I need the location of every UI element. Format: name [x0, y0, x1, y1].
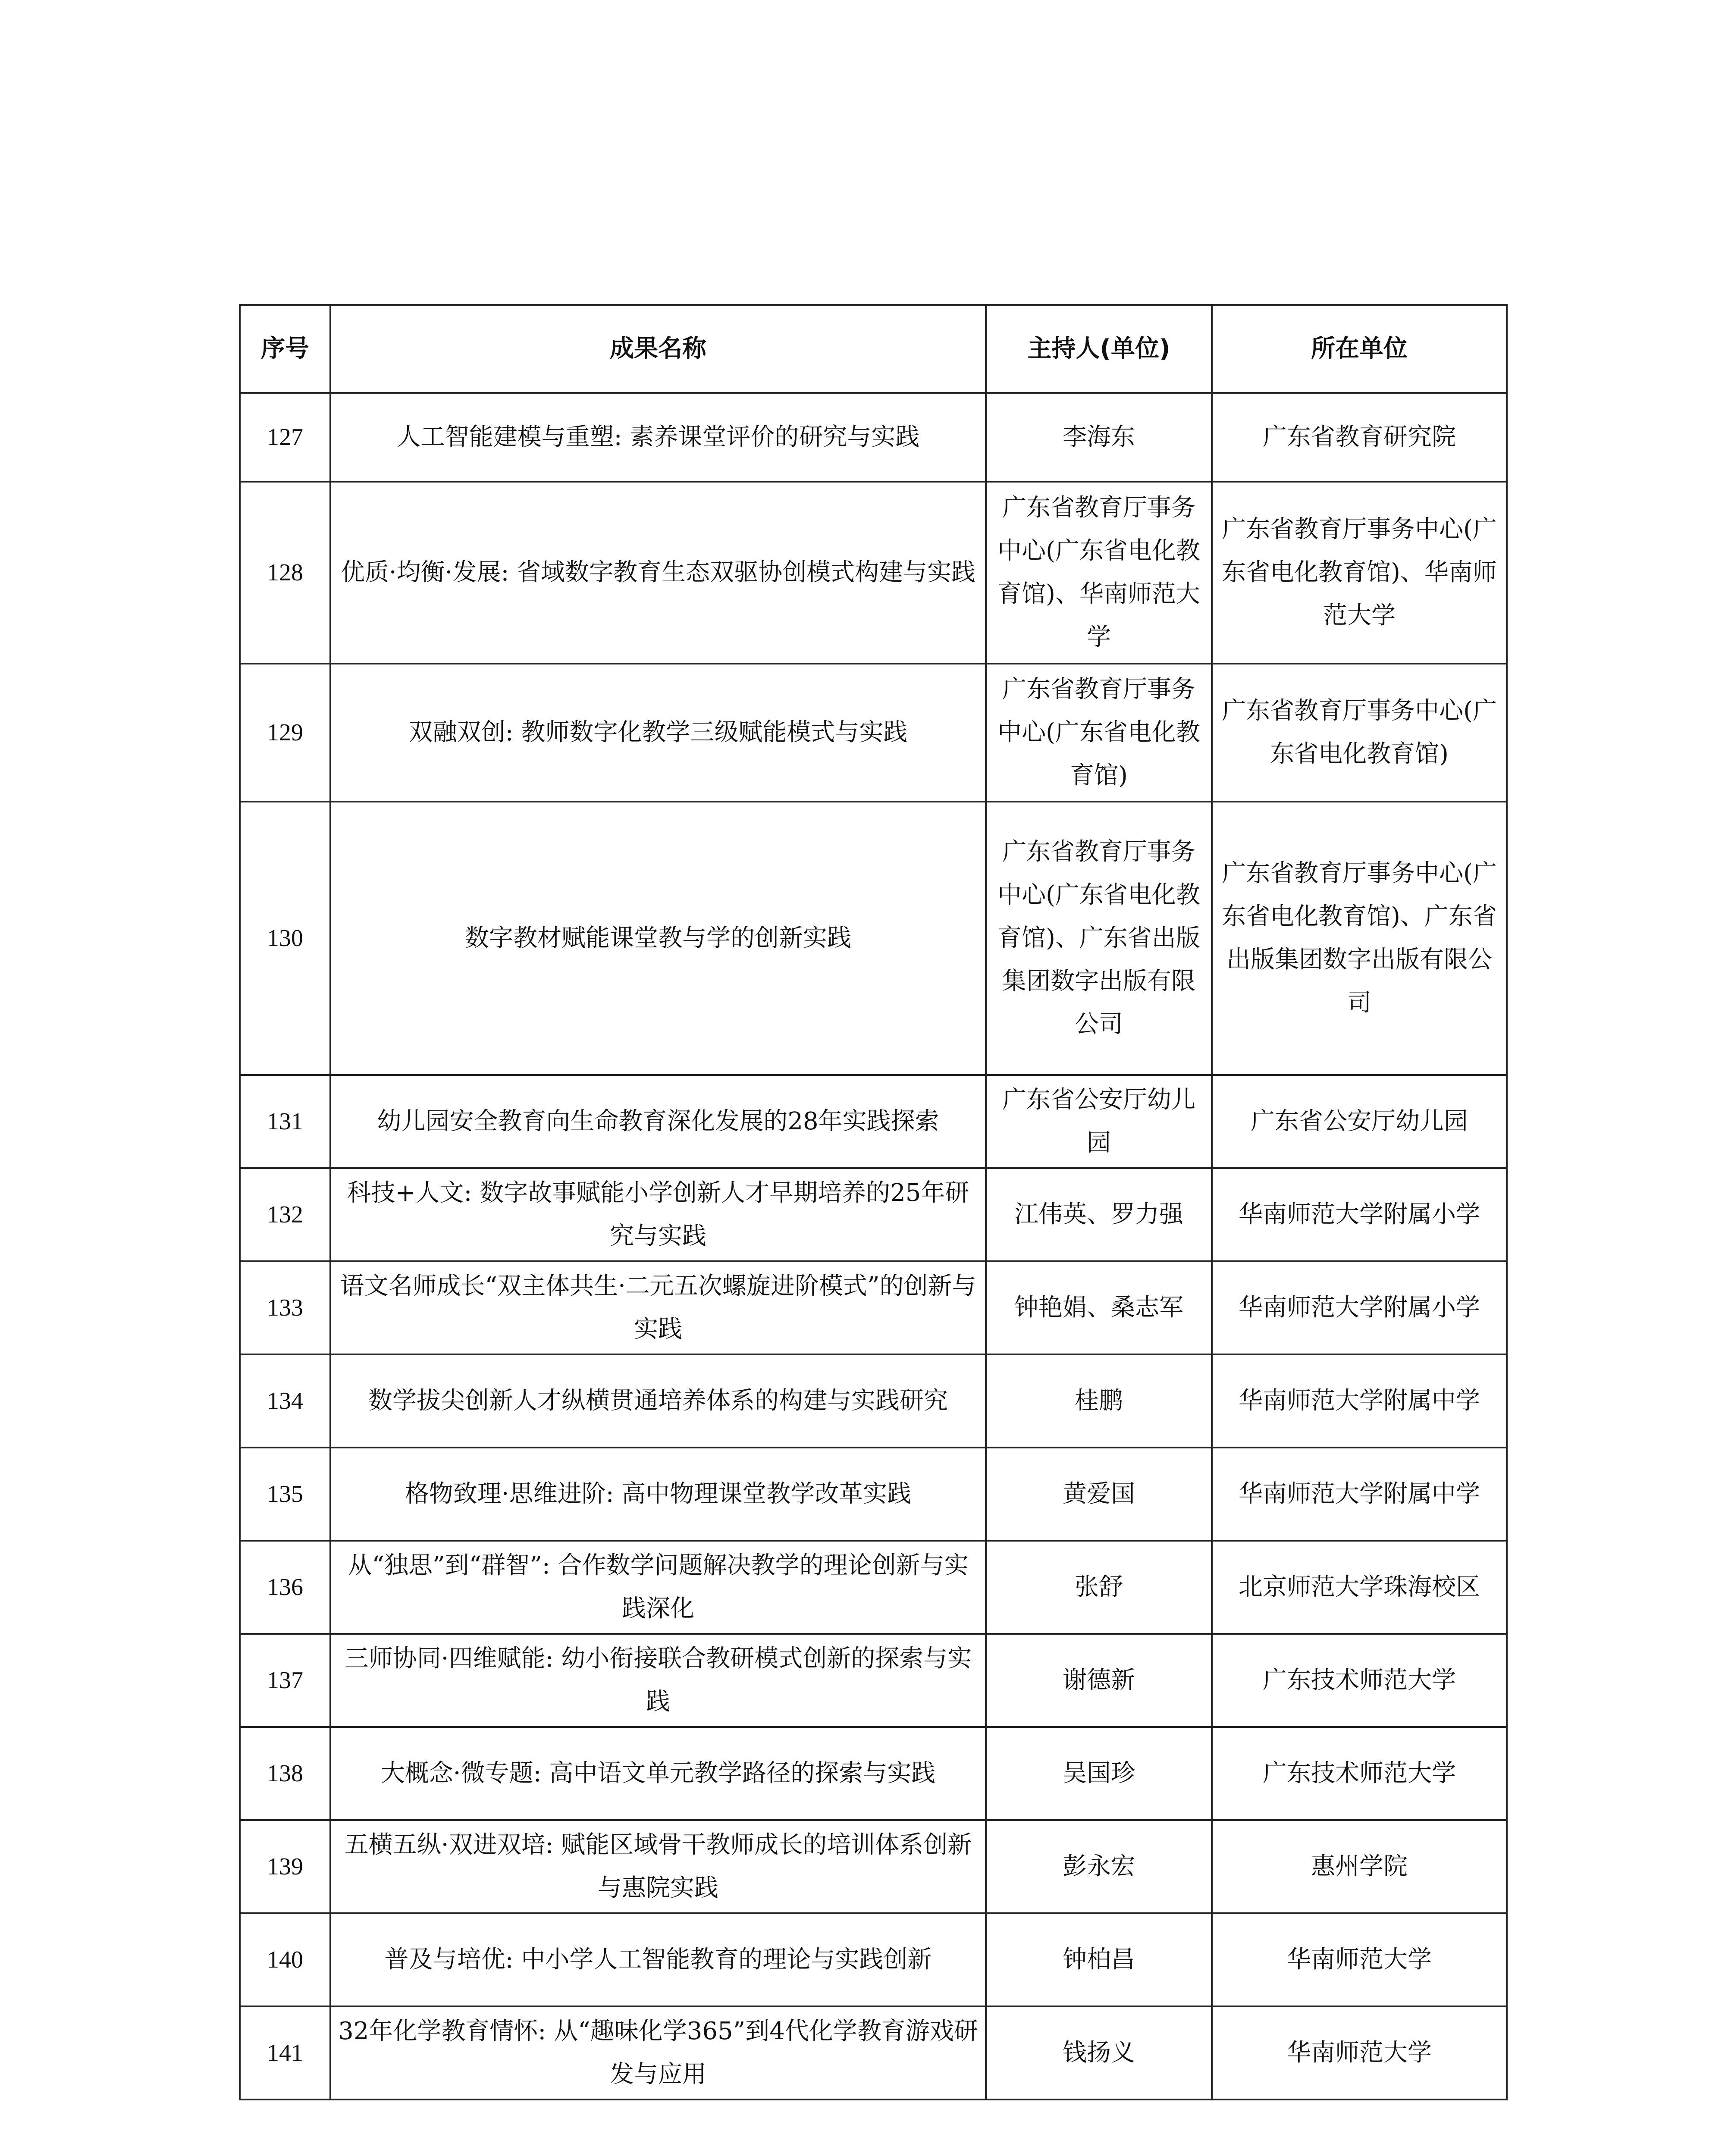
- table-row: [240, 1261, 1507, 1354]
- cell-title: 科技+人文: 数字故事赋能小学创新人才早期培养的25年研究与实践: [330, 1168, 986, 1261]
- cell-unit: 广东省公安厅幼儿园: [1212, 1075, 1507, 1168]
- cell-seq: 136: [240, 1541, 330, 1634]
- cell-unit: 北京师范大学珠海校区: [1212, 1541, 1507, 1634]
- table-row: [240, 664, 1507, 802]
- cell-unit: 华南师范大学附属小学: [1212, 1261, 1507, 1354]
- cell-title: 五横五纵·双进双培: 赋能区域骨干教师成长的培训体系创新与惠院实践: [330, 1820, 986, 1913]
- cell-title: 优质·均衡·发展: 省域数字教育生态双驱协创模式构建与实践: [330, 482, 986, 664]
- table-row: [240, 2006, 1507, 2100]
- cell-unit: 广东技术师范大学: [1212, 1727, 1507, 1820]
- table-row: [240, 1075, 1507, 1168]
- cell-seq: 131: [240, 1075, 330, 1168]
- header-unit: 所在单位: [1212, 305, 1507, 393]
- table-row: [240, 802, 1507, 1075]
- cell-title: 32年化学教育情怀: 从“趣味化学365”到4代化学教育游戏研发与应用: [330, 2006, 986, 2100]
- cell-host: 广东省教育厅事务中心(广东省电化教育馆)、广东省出版集团数字出版有限公司: [986, 802, 1212, 1075]
- table-row: [240, 393, 1507, 482]
- header-title: 成果名称: [330, 305, 986, 393]
- cell-host: 广东省教育厅事务中心(广东省电化教育馆): [986, 664, 1212, 802]
- table-row: [240, 1913, 1507, 2006]
- cell-seq: 140: [240, 1913, 330, 2006]
- header-seq: 序号: [240, 305, 330, 393]
- cell-host: 张舒: [986, 1541, 1212, 1634]
- table-row: [240, 1448, 1507, 1541]
- cell-title: 大概念·微专题: 高中语文单元教学路径的探索与实践: [330, 1727, 986, 1820]
- cell-title: 从“独思”到“群智”: 合作数学问题解决教学的理论创新与实践深化: [330, 1541, 986, 1634]
- cell-seq: 133: [240, 1261, 330, 1354]
- cell-unit: 广东省教育研究院: [1212, 393, 1507, 482]
- cell-host: 谢德新: [986, 1634, 1212, 1727]
- cell-host: 广东省教育厅事务中心(广东省电化教育馆)、华南师范大学: [986, 482, 1212, 664]
- cell-host: 广东省公安厅幼儿园: [986, 1075, 1212, 1168]
- table-body: [240, 393, 1507, 2100]
- cell-host: 彭永宏: [986, 1820, 1212, 1913]
- cell-title: 人工智能建模与重塑: 素养课堂评价的研究与实践: [330, 393, 986, 482]
- cell-unit: 华南师范大学: [1212, 2006, 1507, 2100]
- header-row: [240, 305, 1507, 393]
- cell-seq: 137: [240, 1634, 330, 1727]
- cell-unit: 华南师范大学附属小学: [1212, 1168, 1507, 1261]
- cell-unit: 华南师范大学附属中学: [1212, 1448, 1507, 1541]
- cell-title: 三师协同·四维赋能: 幼小衔接联合教研模式创新的探索与实践: [330, 1634, 986, 1727]
- table-row: [240, 1168, 1507, 1261]
- cell-seq: 134: [240, 1354, 330, 1448]
- cell-seq: 135: [240, 1448, 330, 1541]
- cell-seq: 128: [240, 482, 330, 664]
- cell-host: 钟柏昌: [986, 1913, 1212, 2006]
- cell-seq: 141: [240, 2006, 330, 2100]
- cell-seq: 138: [240, 1727, 330, 1820]
- cell-title: 幼儿园安全教育向生命教育深化发展的28年实践探索: [330, 1075, 986, 1168]
- cell-host: 桂鹏: [986, 1354, 1212, 1448]
- table-row: [240, 482, 1507, 664]
- cell-unit: 广东省教育厅事务中心(广东省电化教育馆)、广东省出版集团数字出版有限公司: [1212, 802, 1507, 1075]
- table-row: [240, 1541, 1507, 1634]
- cell-unit: 广东省教育厅事务中心(广东省电化教育馆)、华南师范大学: [1212, 482, 1507, 664]
- cell-host: 江伟英、罗力强: [986, 1168, 1212, 1261]
- cell-unit: 广东技术师范大学: [1212, 1634, 1507, 1727]
- cell-host: 钟艳娟、桑志军: [986, 1261, 1212, 1354]
- cell-title: 双融双创: 教师数字化教学三级赋能模式与实践: [330, 664, 986, 802]
- cell-unit: 广东省教育厅事务中心(广东省电化教育馆): [1212, 664, 1507, 802]
- cell-host: 李海东: [986, 393, 1212, 482]
- cell-unit: 华南师范大学附属中学: [1212, 1354, 1507, 1448]
- table-row: [240, 1820, 1507, 1913]
- table-row: [240, 1727, 1507, 1820]
- cell-seq: 127: [240, 393, 330, 482]
- cell-seq: 139: [240, 1820, 330, 1913]
- cell-title: 数学拔尖创新人才纵横贯通培养体系的构建与实践研究: [330, 1354, 986, 1448]
- cell-title: 普及与培优: 中小学人工智能教育的理论与实践创新: [330, 1913, 986, 2006]
- table-row: [240, 1354, 1507, 1448]
- cell-title: 语文名师成长“双主体共生·二元五次螺旋进阶模式”的创新与实践: [330, 1261, 986, 1354]
- table-header: [240, 305, 1507, 393]
- header-host: 主持人(单位): [986, 305, 1212, 393]
- cell-unit: 华南师范大学: [1212, 1913, 1507, 2006]
- cell-seq: 130: [240, 802, 330, 1075]
- cell-host: 黄爱国: [986, 1448, 1212, 1541]
- achievements-table: [239, 304, 1508, 2100]
- cell-host: 钱扬义: [986, 2006, 1212, 2100]
- cell-host: 吴国珍: [986, 1727, 1212, 1820]
- cell-title: 格物致理·思维进阶: 高中物理课堂教学改革实践: [330, 1448, 986, 1541]
- cell-unit: 惠州学院: [1212, 1820, 1507, 1913]
- table-row: [240, 1634, 1507, 1727]
- cell-title: 数字教材赋能课堂教与学的创新实践: [330, 802, 986, 1075]
- cell-seq: 129: [240, 664, 330, 802]
- cell-seq: 132: [240, 1168, 330, 1261]
